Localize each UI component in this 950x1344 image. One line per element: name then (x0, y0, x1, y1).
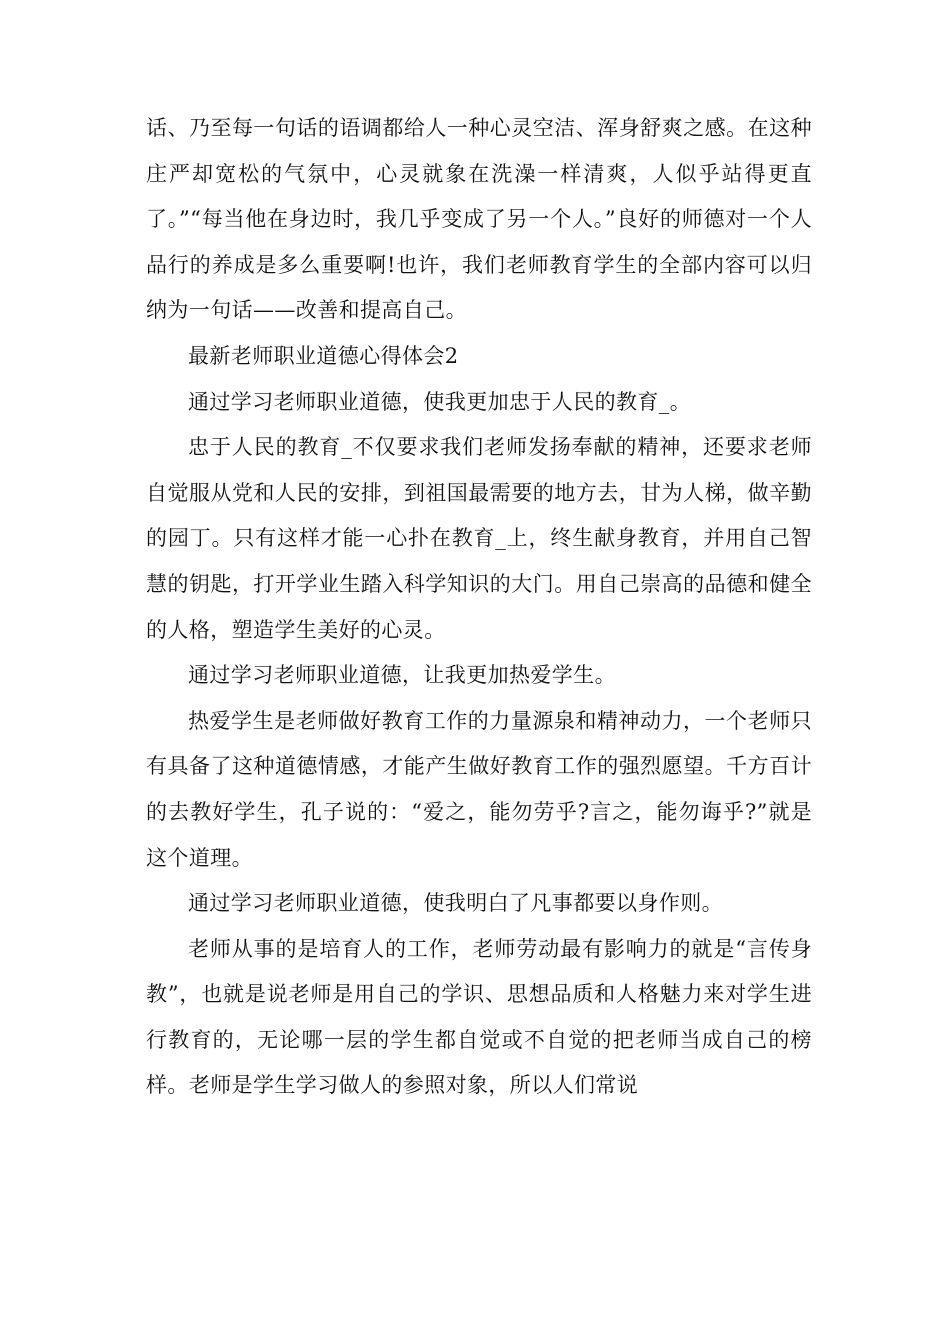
paragraph: 热爱学生是老师做好教育工作的力量源泉和精神动力，一个老师只有具备了这种道德情感，才能产生做好教育工作的强烈愿望。千方百计的去教好学生，孔子说的：“爱之，能勿劳乎?言之，能勿诲乎?”就是这个道理。 (146, 708, 812, 870)
paragraph: 通过学习老师职业道德，使我明白了凡事都要以身作则。 (188, 891, 723, 916)
paragraph: 老师从事的是培育人的工作，老师劳动最有影响力的就是“言传身教”，也就是说老师是用自己的学识、思想品质和人格魅力来对学生进行教育的，无论哪一层的学生都自觉或不自觉的把老师当成自己的榜样。老师是学生学习做人的参照对象，所以人们常说 (146, 936, 812, 1098)
paragraph: 话、乃至每一句话的语调都给人一种心灵空洁、浑身舒爽之感。在这种庄严却宽松的气氛中，心灵就象在洗澡一样清爽，人似乎站得更直了。”“每当他在身边时，我几乎变成了另一个人。”良好的师德对一个人品行的养成是多么重要啊!也许，我们老师教育学生的全部内容可以归纳为一句话——改善和提高自己。 (146, 116, 812, 323)
paragraph: 忠于人民的教育_不仅要求我们老师发扬奉献的精神，还要求老师自觉服从党和人民的安排，到祖国最需要的地方去，甘为人梯，做辛勤的园丁。只有这样才能一心扑在教育_上，终生献身教育，并用自己智慧的钥匙，打开学业生踏入科学知识的大门。用自己崇高的品德和健全的人格，塑造学生美好的心灵。 (146, 435, 812, 642)
document-body (146, 106, 812, 1109)
paragraph: 通过学习老师职业道德，使我更加忠于人民的教育_。 (188, 389, 692, 414)
section-heading: 最新老师职业道德心得体会2 (188, 343, 459, 368)
paragraph: 通过学习老师职业道德，让我更加热爱学生。 (188, 663, 616, 688)
